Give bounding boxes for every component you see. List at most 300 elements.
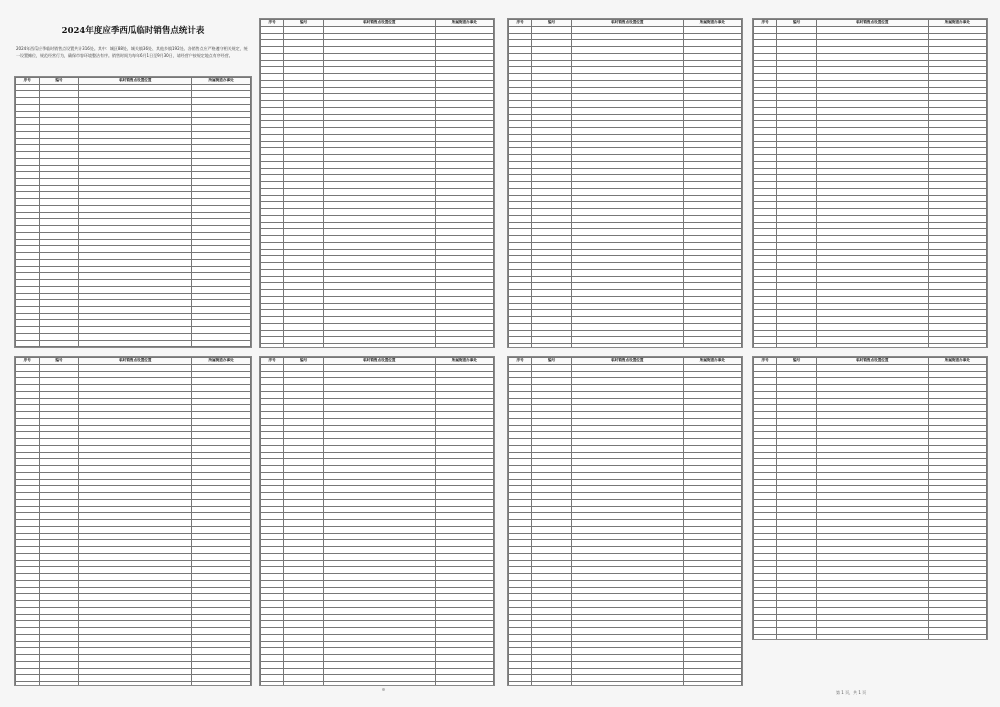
table-cell bbox=[79, 506, 192, 513]
table-row bbox=[754, 290, 987, 297]
table-cell bbox=[284, 520, 324, 527]
table-cell bbox=[39, 300, 79, 307]
column-header-location: 临时销售点设置位置 bbox=[816, 358, 928, 365]
table-row bbox=[509, 553, 742, 560]
table-row bbox=[16, 347, 251, 348]
table-row bbox=[261, 344, 494, 349]
table-cell bbox=[16, 320, 40, 327]
table-cell bbox=[435, 290, 493, 297]
table-cell bbox=[571, 182, 683, 189]
table-cell bbox=[79, 172, 192, 179]
table-cell bbox=[777, 452, 817, 459]
table-cell bbox=[39, 499, 79, 506]
table-row bbox=[509, 405, 742, 412]
table-cell bbox=[261, 634, 284, 641]
table-row bbox=[16, 452, 251, 459]
table-cell bbox=[435, 574, 493, 581]
table-cell bbox=[571, 128, 683, 135]
table-cell bbox=[816, 310, 928, 317]
table-cell bbox=[928, 256, 986, 263]
table-cell bbox=[261, 398, 284, 405]
table-cell bbox=[39, 320, 79, 327]
table-cell bbox=[79, 118, 192, 125]
table-cell bbox=[532, 452, 572, 459]
table-cell bbox=[79, 641, 192, 648]
table-row bbox=[509, 182, 742, 189]
table-cell bbox=[39, 239, 79, 246]
table-cell bbox=[79, 607, 192, 614]
table-cell bbox=[928, 371, 986, 378]
table-cell bbox=[571, 641, 683, 648]
table-row bbox=[754, 40, 987, 47]
table-row bbox=[261, 553, 494, 560]
table-row bbox=[16, 327, 251, 334]
table-cell bbox=[777, 229, 817, 236]
table-row bbox=[754, 330, 987, 337]
table-cell bbox=[323, 405, 435, 412]
table-cell bbox=[323, 661, 435, 668]
table-cell bbox=[39, 513, 79, 520]
table-cell bbox=[777, 432, 817, 439]
table-cell bbox=[192, 398, 251, 405]
table-cell bbox=[16, 158, 40, 165]
table-cell bbox=[16, 621, 40, 628]
column-header-location: 临时销售点设置位置 bbox=[323, 20, 435, 27]
table-row bbox=[261, 114, 494, 121]
table-row bbox=[509, 574, 742, 581]
table-cell bbox=[284, 432, 324, 439]
table-row bbox=[509, 148, 742, 155]
table-row bbox=[509, 80, 742, 87]
table-cell bbox=[777, 276, 817, 283]
table-cell bbox=[509, 107, 532, 114]
table-cell bbox=[323, 47, 435, 54]
table-row bbox=[16, 286, 251, 293]
table-row bbox=[754, 587, 987, 594]
table-cell bbox=[683, 418, 741, 425]
table-row bbox=[509, 269, 742, 276]
table-row bbox=[754, 188, 987, 195]
location-table bbox=[508, 357, 742, 686]
table-cell bbox=[754, 114, 777, 121]
column-header-code: 编号 bbox=[39, 78, 79, 85]
table-cell bbox=[192, 300, 251, 307]
table-cell bbox=[192, 506, 251, 513]
table-cell bbox=[323, 317, 435, 324]
table-cell bbox=[509, 67, 532, 74]
table-cell bbox=[284, 493, 324, 500]
table-cell bbox=[509, 472, 532, 479]
table-cell bbox=[777, 405, 817, 412]
table-row bbox=[16, 439, 251, 446]
table-cell bbox=[816, 452, 928, 459]
table-cell bbox=[435, 540, 493, 547]
table-cell bbox=[928, 439, 986, 446]
table-cell bbox=[571, 371, 683, 378]
table-cell bbox=[754, 594, 777, 601]
table-header-row bbox=[261, 358, 494, 365]
table-cell bbox=[683, 378, 741, 385]
table-cell bbox=[571, 479, 683, 486]
table-cell bbox=[816, 378, 928, 385]
table-cell bbox=[816, 269, 928, 276]
table-panel bbox=[507, 356, 743, 686]
table-cell bbox=[777, 337, 817, 344]
table-cell bbox=[16, 306, 40, 313]
table-cell bbox=[532, 594, 572, 601]
table-panel bbox=[752, 18, 988, 348]
table-cell bbox=[192, 378, 251, 385]
table-cell bbox=[683, 175, 741, 182]
table-cell bbox=[435, 155, 493, 162]
table-cell bbox=[323, 229, 435, 236]
table-cell bbox=[435, 466, 493, 473]
location-table bbox=[260, 357, 494, 686]
table-cell bbox=[261, 249, 284, 256]
table-cell bbox=[754, 87, 777, 94]
table-cell bbox=[79, 226, 192, 233]
table-cell bbox=[816, 101, 928, 108]
table-cell bbox=[323, 263, 435, 270]
table-cell bbox=[192, 320, 251, 327]
table-cell bbox=[754, 628, 777, 635]
table-cell bbox=[323, 101, 435, 108]
table-cell bbox=[284, 580, 324, 587]
table-row bbox=[261, 337, 494, 344]
table-cell bbox=[754, 466, 777, 473]
table-cell bbox=[509, 155, 532, 162]
table-row bbox=[509, 303, 742, 310]
table-cell bbox=[323, 526, 435, 533]
table-row bbox=[261, 182, 494, 189]
table-cell bbox=[928, 168, 986, 175]
table-row bbox=[16, 253, 251, 260]
table-cell bbox=[16, 347, 40, 348]
table-cell bbox=[509, 330, 532, 337]
table-row bbox=[509, 655, 742, 662]
table-cell bbox=[16, 580, 40, 587]
table-row bbox=[261, 506, 494, 513]
table-row bbox=[16, 259, 251, 266]
table-cell bbox=[509, 242, 532, 249]
table-cell bbox=[435, 344, 493, 349]
table-cell bbox=[754, 364, 777, 371]
table-cell bbox=[816, 215, 928, 222]
table-cell bbox=[509, 412, 532, 419]
table-cell bbox=[571, 229, 683, 236]
table-cell bbox=[754, 472, 777, 479]
table-cell bbox=[571, 323, 683, 330]
table-row bbox=[509, 614, 742, 621]
table-cell bbox=[816, 594, 928, 601]
table-cell bbox=[571, 80, 683, 87]
column-header-location: 临时销售点设置位置 bbox=[79, 78, 192, 85]
table-cell bbox=[571, 506, 683, 513]
table-cell bbox=[16, 526, 40, 533]
table-cell bbox=[509, 222, 532, 229]
table-cell bbox=[16, 675, 40, 682]
table-cell bbox=[284, 256, 324, 263]
table-cell bbox=[754, 310, 777, 317]
table-row bbox=[261, 493, 494, 500]
table-cell bbox=[571, 655, 683, 662]
table-cell bbox=[39, 185, 79, 192]
table-cell bbox=[683, 290, 741, 297]
table-cell bbox=[816, 580, 928, 587]
table-header-row bbox=[509, 358, 742, 365]
table-cell bbox=[754, 33, 777, 40]
table-cell bbox=[261, 40, 284, 47]
table-cell bbox=[754, 229, 777, 236]
table-cell bbox=[532, 67, 572, 74]
table-cell bbox=[284, 594, 324, 601]
table-panel bbox=[259, 356, 495, 686]
table-cell bbox=[192, 259, 251, 266]
table-cell bbox=[532, 263, 572, 270]
table-cell bbox=[571, 378, 683, 385]
table-cell bbox=[532, 303, 572, 310]
table-row bbox=[754, 80, 987, 87]
table-cell bbox=[39, 327, 79, 334]
table-cell bbox=[754, 479, 777, 486]
table-cell bbox=[509, 378, 532, 385]
table-cell bbox=[754, 161, 777, 168]
table-cell bbox=[79, 205, 192, 212]
table-cell bbox=[39, 280, 79, 287]
table-cell bbox=[754, 47, 777, 54]
table-cell bbox=[683, 655, 741, 662]
table-cell bbox=[284, 641, 324, 648]
table-cell bbox=[284, 80, 324, 87]
table-cell bbox=[39, 594, 79, 601]
table-cell bbox=[928, 229, 986, 236]
table-row bbox=[509, 493, 742, 500]
table-row bbox=[509, 256, 742, 263]
table-cell bbox=[435, 202, 493, 209]
table-row bbox=[754, 128, 987, 135]
table-row bbox=[16, 185, 251, 192]
column-header-seq: 序号 bbox=[509, 20, 532, 27]
table-cell bbox=[261, 290, 284, 297]
table-cell bbox=[39, 607, 79, 614]
table-cell bbox=[323, 479, 435, 486]
table-cell bbox=[777, 634, 817, 640]
table-cell bbox=[683, 675, 741, 682]
table-cell bbox=[571, 330, 683, 337]
table-cell bbox=[261, 60, 284, 67]
table-row bbox=[754, 175, 987, 182]
table-cell bbox=[509, 520, 532, 527]
table-cell bbox=[435, 296, 493, 303]
table-cell bbox=[39, 580, 79, 587]
table-row bbox=[261, 628, 494, 635]
table-cell bbox=[928, 161, 986, 168]
table-cell bbox=[816, 567, 928, 574]
table-cell bbox=[571, 53, 683, 60]
table-cell bbox=[323, 290, 435, 297]
table-cell bbox=[509, 506, 532, 513]
table-row bbox=[16, 333, 251, 340]
table-cell bbox=[261, 412, 284, 419]
table-row bbox=[16, 580, 251, 587]
table-cell bbox=[16, 614, 40, 621]
table-cell bbox=[777, 67, 817, 74]
table-cell bbox=[816, 364, 928, 371]
table-cell bbox=[571, 520, 683, 527]
table-cell bbox=[261, 242, 284, 249]
table-cell bbox=[754, 60, 777, 67]
table-cell bbox=[261, 33, 284, 40]
table-cell bbox=[79, 520, 192, 527]
table-cell bbox=[532, 242, 572, 249]
table-cell bbox=[261, 675, 284, 682]
table-cell bbox=[816, 296, 928, 303]
table-row bbox=[509, 452, 742, 459]
table-cell bbox=[435, 479, 493, 486]
table-cell bbox=[79, 138, 192, 145]
table-row bbox=[261, 310, 494, 317]
table-cell bbox=[777, 574, 817, 581]
table-cell bbox=[754, 391, 777, 398]
table-cell bbox=[435, 594, 493, 601]
table-cell bbox=[284, 40, 324, 47]
table-row bbox=[509, 682, 742, 687]
table-cell bbox=[39, 479, 79, 486]
table-cell bbox=[816, 601, 928, 608]
table-cell bbox=[816, 439, 928, 446]
table-cell bbox=[509, 101, 532, 108]
table-cell bbox=[39, 125, 79, 132]
table-cell bbox=[16, 439, 40, 446]
table-cell bbox=[816, 330, 928, 337]
table-cell bbox=[192, 648, 251, 655]
table-cell bbox=[39, 398, 79, 405]
table-cell bbox=[754, 418, 777, 425]
table-cell bbox=[571, 134, 683, 141]
table-cell bbox=[754, 486, 777, 493]
table-cell bbox=[435, 385, 493, 392]
table-cell bbox=[571, 553, 683, 560]
table-cell bbox=[261, 188, 284, 195]
location-table bbox=[753, 19, 987, 348]
table-cell bbox=[754, 452, 777, 459]
table-cell bbox=[532, 330, 572, 337]
table-cell bbox=[928, 601, 986, 608]
table-cell bbox=[39, 246, 79, 253]
table-cell bbox=[754, 94, 777, 101]
table-cell bbox=[192, 391, 251, 398]
table-cell bbox=[571, 26, 683, 33]
table-row bbox=[754, 445, 987, 452]
table-cell bbox=[79, 439, 192, 446]
table-cell bbox=[16, 118, 40, 125]
table-cell bbox=[683, 499, 741, 506]
table-cell bbox=[754, 493, 777, 500]
table-cell bbox=[509, 628, 532, 635]
table-row bbox=[16, 574, 251, 581]
table-row bbox=[261, 621, 494, 628]
table-cell bbox=[816, 94, 928, 101]
table-cell bbox=[284, 445, 324, 452]
table-cell bbox=[532, 580, 572, 587]
table-cell bbox=[683, 296, 741, 303]
table-row bbox=[16, 165, 251, 172]
table-cell bbox=[816, 33, 928, 40]
table-row bbox=[754, 439, 987, 446]
table-cell bbox=[509, 134, 532, 141]
table-row bbox=[261, 80, 494, 87]
table-cell bbox=[435, 371, 493, 378]
table-cell bbox=[39, 445, 79, 452]
table-row bbox=[261, 472, 494, 479]
table-row bbox=[509, 344, 742, 349]
table-cell bbox=[777, 520, 817, 527]
table-cell bbox=[323, 432, 435, 439]
table-row bbox=[261, 74, 494, 81]
table-cell bbox=[509, 148, 532, 155]
table-cell bbox=[532, 344, 572, 349]
table-cell bbox=[192, 587, 251, 594]
table-cell bbox=[928, 209, 986, 216]
table-row bbox=[509, 479, 742, 486]
table-row bbox=[16, 104, 251, 111]
table-row bbox=[16, 179, 251, 186]
table-cell bbox=[683, 107, 741, 114]
table-cell bbox=[284, 229, 324, 236]
table-cell bbox=[284, 371, 324, 378]
table-cell bbox=[777, 121, 817, 128]
table-cell bbox=[816, 432, 928, 439]
table-cell bbox=[39, 371, 79, 378]
table-row bbox=[261, 682, 494, 687]
table-cell bbox=[683, 668, 741, 675]
table-cell bbox=[39, 486, 79, 493]
table-cell bbox=[777, 215, 817, 222]
table-row bbox=[16, 445, 251, 452]
table-row bbox=[754, 418, 987, 425]
table-row bbox=[509, 621, 742, 628]
table-cell bbox=[532, 222, 572, 229]
table-cell bbox=[192, 682, 251, 687]
table-row bbox=[16, 466, 251, 473]
table-cell bbox=[284, 553, 324, 560]
table-row bbox=[754, 269, 987, 276]
table-cell bbox=[683, 155, 741, 162]
table-cell bbox=[192, 152, 251, 159]
table-cell bbox=[777, 412, 817, 419]
table-cell bbox=[39, 682, 79, 687]
table-cell bbox=[435, 601, 493, 608]
table-cell bbox=[435, 317, 493, 324]
table-cell bbox=[777, 249, 817, 256]
table-row bbox=[754, 580, 987, 587]
table-cell bbox=[532, 412, 572, 419]
table-cell bbox=[192, 553, 251, 560]
table-cell bbox=[16, 286, 40, 293]
table-row bbox=[509, 580, 742, 587]
table-cell bbox=[754, 249, 777, 256]
table-cell bbox=[261, 303, 284, 310]
table-cell bbox=[435, 628, 493, 635]
table-cell bbox=[928, 330, 986, 337]
table-cell bbox=[79, 185, 192, 192]
table-cell bbox=[79, 364, 192, 371]
table-row bbox=[754, 520, 987, 527]
table-cell bbox=[928, 94, 986, 101]
table-cell bbox=[571, 634, 683, 641]
table-cell bbox=[79, 493, 192, 500]
table-cell bbox=[39, 232, 79, 239]
